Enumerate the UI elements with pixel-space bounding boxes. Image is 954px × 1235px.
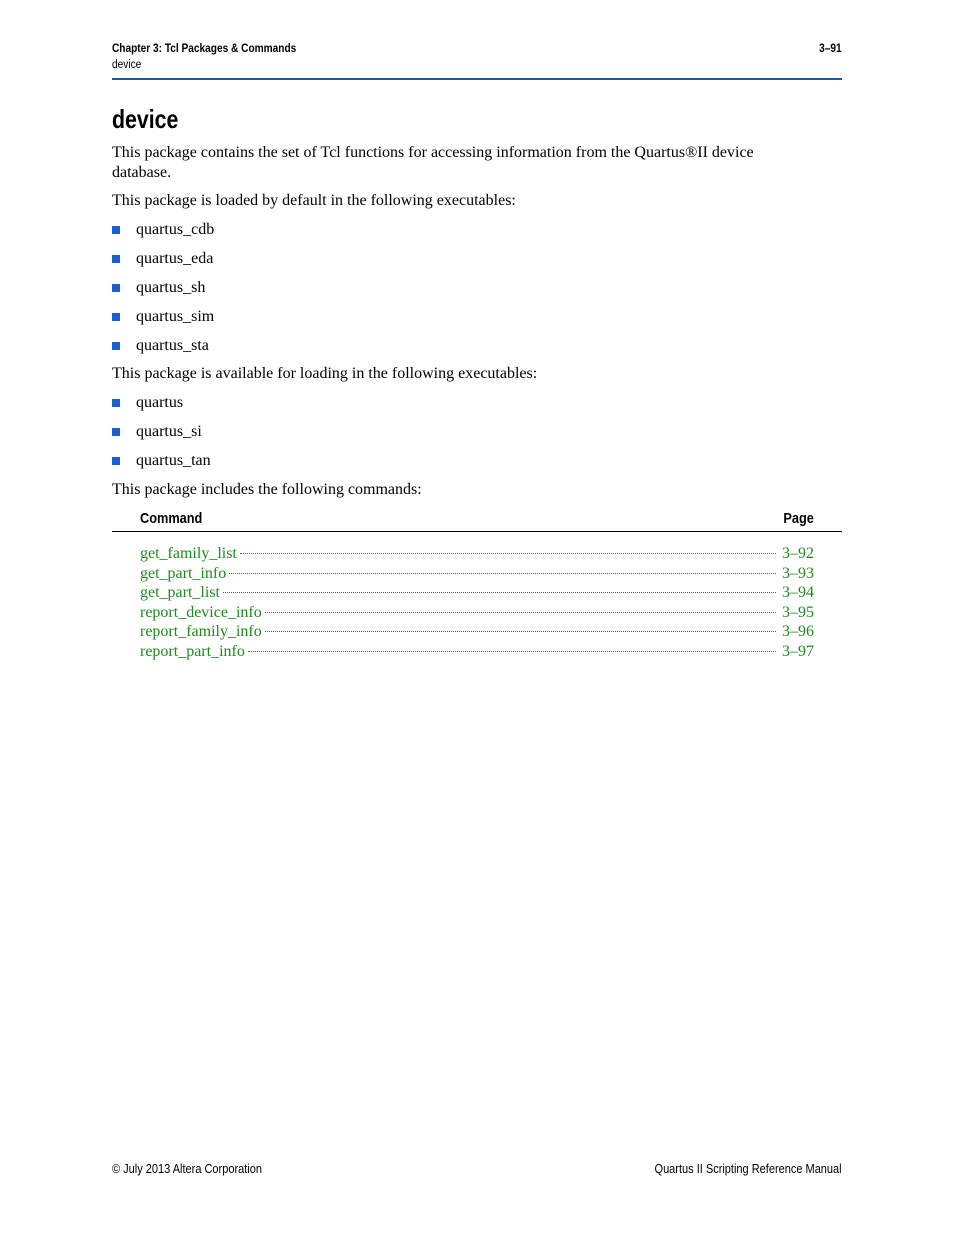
list-item-text: quartus_sh: [136, 279, 206, 296]
default-executables-intro: This package is loaded by default in the following executables:: [112, 192, 516, 209]
table-row[interactable]: [140, 622, 814, 642]
column-header-page: Page: [783, 510, 814, 527]
commands-table: [140, 544, 814, 661]
page-link[interactable]: 3–94: [782, 584, 814, 601]
dot-leader: [265, 631, 776, 632]
table-row[interactable]: [140, 564, 814, 584]
command-link[interactable]: report_family_info: [140, 623, 262, 640]
square-bullet-icon: [112, 399, 120, 407]
intro-paragraph: This package contains the set of Tcl functions for accessing information from the Quartus®II device database.: [112, 144, 754, 181]
command-link[interactable]: get_part_info: [140, 564, 227, 582]
dot-leader: [223, 592, 776, 593]
page-link[interactable]: 3–92: [782, 545, 814, 562]
table-row[interactable]: [140, 603, 814, 623]
page-link[interactable]: 3–95: [782, 603, 814, 621]
header-chapter: Chapter 3: Tcl Packages & Commands: [112, 43, 297, 55]
list-item-text: quartus_si: [136, 423, 202, 440]
list-item-text: quartus: [136, 394, 184, 411]
list-item-text: quartus_sta: [136, 337, 209, 354]
command-link[interactable]: report_part_info: [140, 642, 245, 660]
page-title: device: [112, 104, 179, 134]
table-row[interactable]: [140, 544, 814, 564]
square-bullet-icon: [112, 428, 120, 436]
dot-leader: [248, 651, 776, 652]
list-item-text: quartus_tan: [136, 452, 211, 469]
command-link[interactable]: get_part_list: [140, 584, 220, 601]
dot-leader: [240, 553, 776, 554]
list-item-text: quartus_cdb: [136, 221, 215, 238]
command-link[interactable]: get_family_list: [140, 545, 237, 562]
header-section: device: [112, 59, 142, 71]
dot-leader: [265, 612, 776, 613]
running-header: [112, 42, 842, 80]
square-bullet-icon: [112, 284, 120, 292]
square-bullet-icon: [112, 342, 120, 350]
page-link[interactable]: 3–96: [782, 623, 814, 640]
available-executables-intro: This package is available for loading in the following executables:: [112, 365, 538, 382]
commands-table-header: [112, 504, 842, 532]
command-link[interactable]: report_device_info: [140, 603, 262, 621]
square-bullet-icon: [112, 255, 120, 263]
square-bullet-icon: [112, 226, 120, 234]
list-item-text: quartus_eda: [136, 250, 214, 267]
page-link[interactable]: 3–97: [782, 642, 814, 660]
footer-copyright: © July 2013 Altera Corporation: [112, 1162, 262, 1176]
footer-manual-title: Quartus II Scripting Reference Manual: [654, 1162, 842, 1176]
list-item-text: quartus_sim: [136, 308, 215, 325]
page-link[interactable]: 3–93: [782, 564, 814, 582]
dot-leader: [229, 573, 776, 574]
table-row[interactable]: [140, 583, 814, 603]
header-page-number: 3–91: [819, 43, 842, 55]
square-bullet-icon: [112, 457, 120, 465]
running-footer: [112, 1162, 842, 1178]
square-bullet-icon: [112, 313, 120, 321]
column-header-command: Command: [140, 510, 203, 527]
table-row[interactable]: [140, 642, 814, 662]
commands-intro: This package includes the following commands:: [112, 481, 422, 498]
